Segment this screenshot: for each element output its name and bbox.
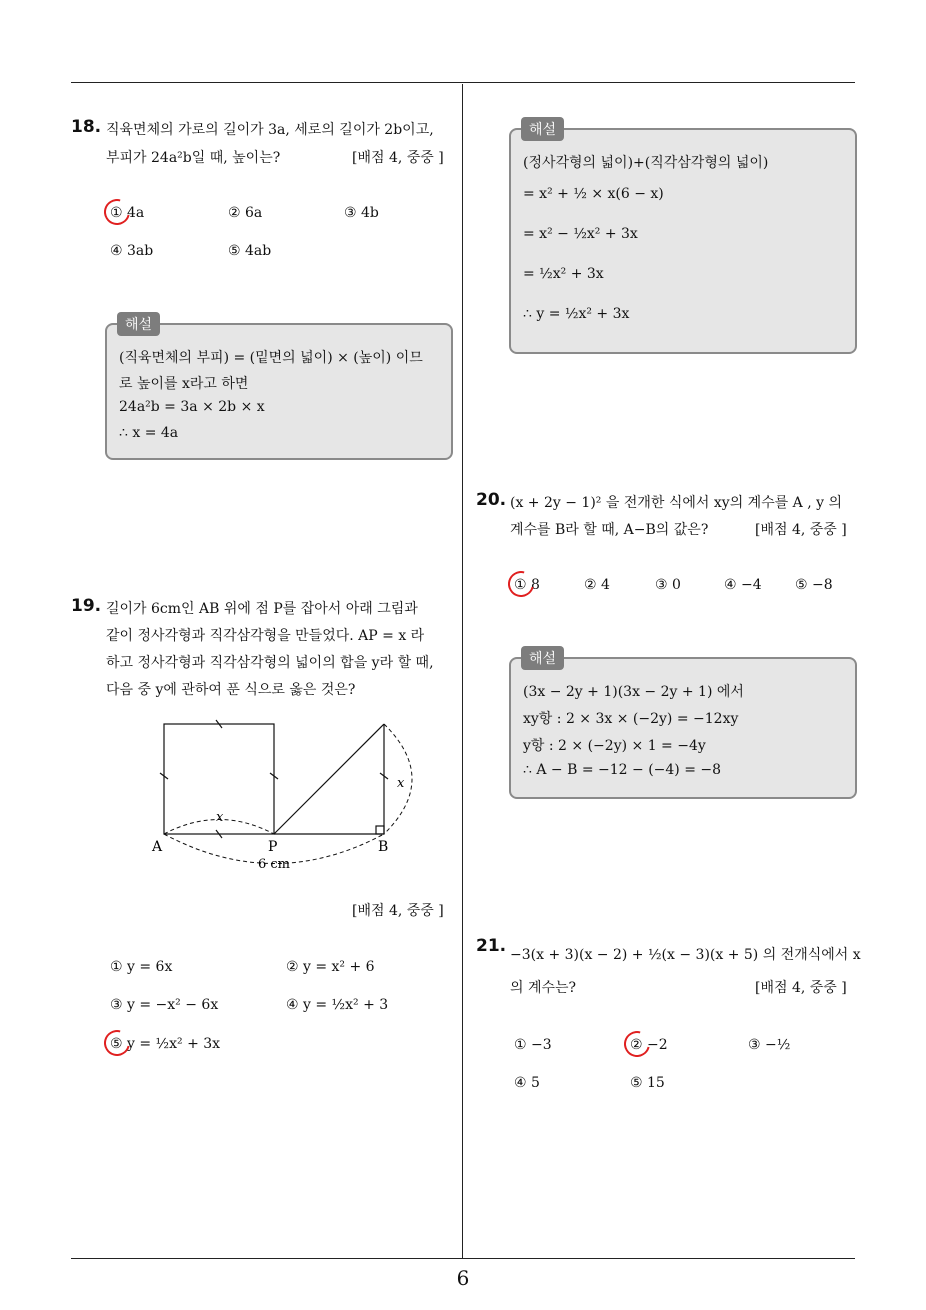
choice-2[interactable]: ② −2 [630, 1037, 668, 1053]
solution-line: y항 : 2 × (−2y) × 1 = −4y [523, 738, 706, 754]
choice-5[interactable]: ⑤ −8 [795, 577, 833, 593]
solution-line: = x² − ½x² + 3x [523, 226, 638, 242]
choice-4[interactable]: ④ 5 [514, 1075, 540, 1091]
question-text: 의 계수는? [510, 980, 577, 996]
choice-4[interactable]: ④ −4 [724, 577, 762, 593]
question-number: 19. [71, 596, 102, 616]
question-text: 같이 정사각형과 직각삼각형을 만들었다. AP = x 라 [106, 628, 425, 644]
solution-label: 해설 [521, 646, 564, 670]
question-text: 계수를 B라 할 때, A−B의 값은? [510, 522, 709, 538]
top-rule [71, 82, 855, 83]
label-p: P [268, 839, 278, 855]
bottom-rule [71, 1258, 855, 1259]
choice-2[interactable]: ② 6a [228, 205, 263, 221]
solution-box [509, 122, 857, 354]
score-meta: [배점 4, 중중 ] [755, 522, 847, 538]
question-number: 21. [476, 936, 507, 956]
label-b: B [378, 839, 389, 855]
choice-1[interactable]: ① 4a [110, 205, 145, 221]
label-x-bottom: x [216, 810, 224, 825]
choice-5[interactable]: ⑤ 15 [630, 1075, 665, 1091]
choice-1[interactable]: ① −3 [514, 1037, 552, 1053]
solution-box [509, 651, 857, 799]
solution-line: 24a²b = 3a × 2b × x [119, 399, 265, 415]
solution-line: ∴ A − B = −12 − (−4) = −8 [523, 762, 722, 778]
solution-box [105, 317, 453, 460]
label-x-side: x [397, 776, 405, 791]
square-triangle-figure [140, 715, 440, 875]
page-number: 6 [456, 1266, 470, 1290]
choice-5[interactable]: ⑤ 4ab [228, 243, 272, 259]
choice-1[interactable]: ① y = 6x [110, 959, 173, 975]
question-number: 18. [71, 117, 102, 137]
choice-3[interactable]: ③ 0 [655, 577, 681, 593]
solution-line: ∴ y = ½x² + 3x [523, 306, 630, 322]
label-a: A [152, 839, 163, 855]
score-meta: [배점 4, 중중 ] [755, 980, 847, 996]
choice-3[interactable]: ③ −½ [748, 1037, 791, 1053]
choice-5[interactable]: ⑤ y = ½x² + 3x [110, 1036, 221, 1052]
solution-label: 해설 [521, 117, 564, 141]
answer-mark [99, 194, 135, 230]
score-meta: [배점 4, 중중 ] [352, 903, 444, 919]
solution-line: = ½x² + 3x [523, 266, 604, 282]
answer-mark [619, 1026, 655, 1062]
solution-line: ∴ x = 4a [119, 425, 179, 441]
answer-mark [503, 566, 539, 602]
question-text: 길이가 6cm인 AB 위에 점 P를 잡아서 아래 그림과 [106, 601, 418, 617]
question-text: 직육면체의 가로의 길이가 3a, 세로의 길이가 2b이고, [106, 122, 434, 138]
choice-2[interactable]: ② y = x² + 6 [286, 959, 375, 975]
choice-4[interactable]: ④ y = ½x² + 3 [286, 997, 389, 1013]
solution-line: (정사각형의 넓이)+(직각삼각형의 넓이) [523, 155, 769, 171]
solution-line: (직육면체의 부피) = (밑면의 넓이) × (높이) 이므 [119, 350, 423, 366]
choice-3[interactable]: ③ 4b [344, 205, 379, 221]
choice-2[interactable]: ② 4 [584, 577, 610, 593]
solution-line: (3x − 2y + 1)(3x − 2y + 1) 에서 [523, 684, 744, 700]
answer-mark [99, 1025, 135, 1061]
choice-4[interactable]: ④ 3ab [110, 243, 154, 259]
question-text: 부피가 24a²b일 때, 높이는? [106, 150, 281, 166]
solution-label: 해설 [117, 312, 160, 336]
question-text: 하고 정사각형과 직각삼각형의 넓이의 합을 y라 할 때, [106, 655, 434, 671]
solution-line: xy항 : 2 × 3x × (−2y) = −12xy [523, 711, 739, 727]
question-number: 20. [476, 490, 507, 510]
question-text: 다음 중 y에 관하여 푼 식으로 옳은 것은? [106, 682, 356, 698]
column-divider [462, 84, 463, 1258]
choice-3[interactable]: ③ y = −x² − 6x [110, 997, 219, 1013]
choice-1[interactable]: ① 8 [514, 577, 540, 593]
score-meta: [배점 4, 중중 ] [352, 150, 444, 166]
solution-line: = x² + ½ × x(6 − x) [523, 186, 664, 202]
label-length: 6 cm [258, 857, 291, 872]
solution-line: 로 높이를 x라고 하면 [119, 376, 249, 392]
question-text: −3(x + 3)(x − 2) + ½(x − 3)(x + 5) 의 전개식에서 x [510, 947, 861, 963]
question-text: (x + 2y − 1)² 을 전개한 식에서 xy의 계수를 A , y 의 [510, 495, 843, 511]
